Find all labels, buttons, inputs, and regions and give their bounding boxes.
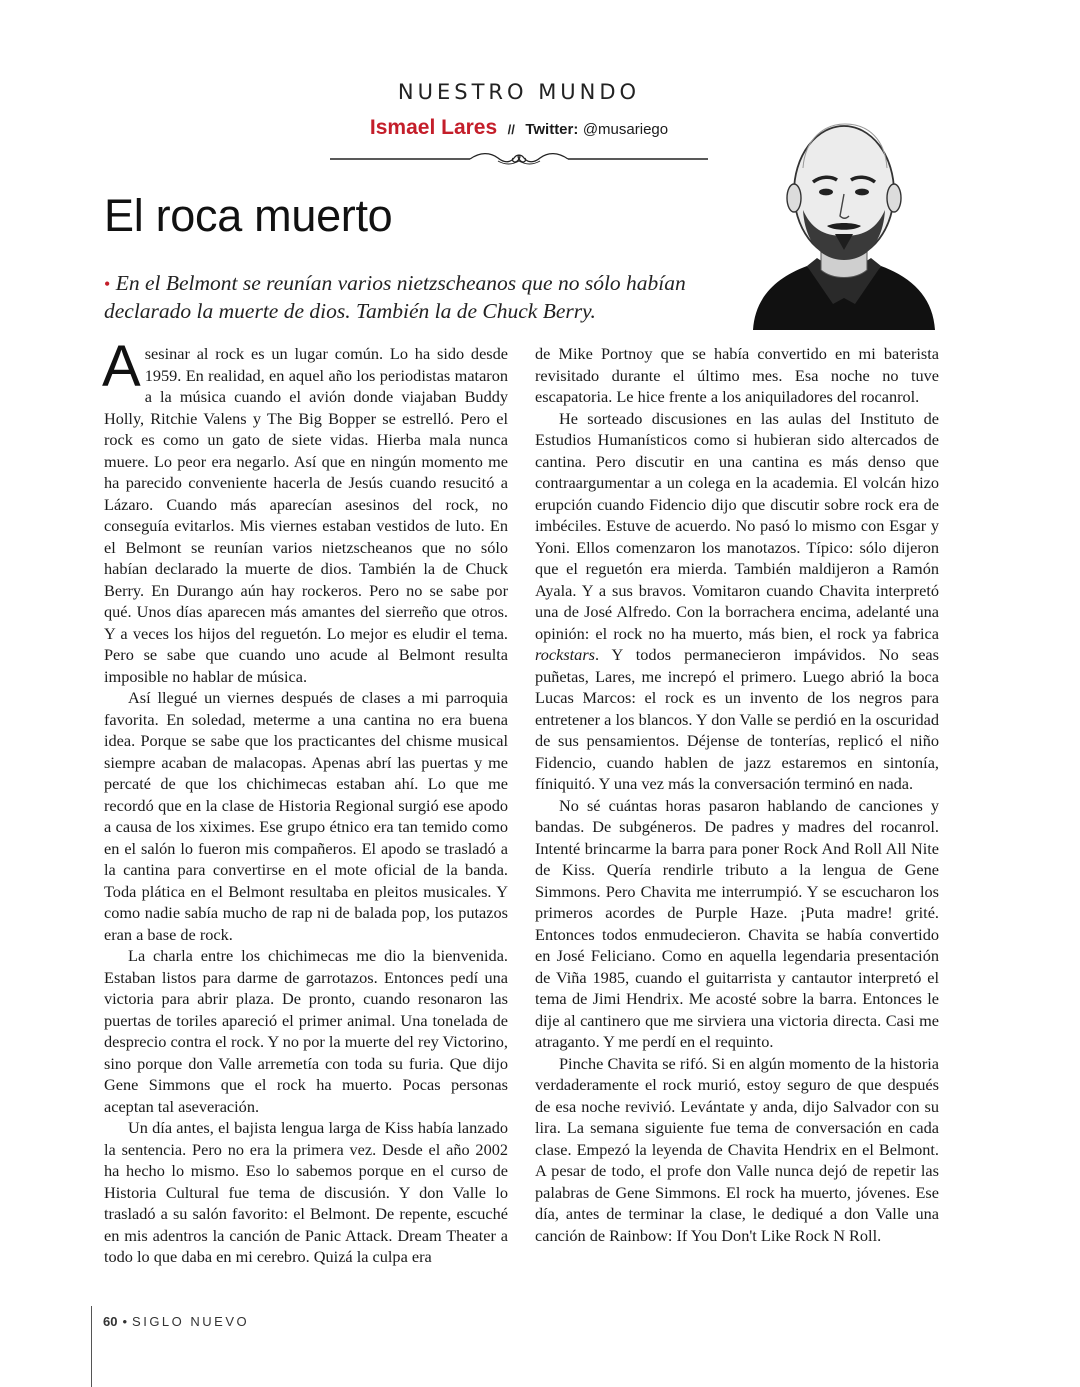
twitter-handle[interactable]: @musariego (582, 121, 669, 138)
paragraph: La charla entre los chichimecas me dio la bienvenida. Estaban listos para darme de garrotazos. Entonces pedí una victoria para abrir plaza. De pronto, cuando resonaron las puertas de toriles apareció el primer animal. Una tonelada de desprecio contra el rock. Y no por la muerte del rey Victorino, sino porque don Valle arremetía con toda su furia. Que dijo Gene Simmons que el rock ha muerto. Pocas personas aceptan tal aseveración. (104, 946, 508, 1116)
article-column-right (535, 343, 939, 1246)
article-column-left (102, 334, 508, 1268)
standfirst-text: En el Belmont se reunían varios nietzscheanos que no sólo habían declarado la muerte de dios. También la de Chuck Berry. (104, 271, 686, 323)
paragraph: Así llegué un viernes después de clases a mi parroquia favorita. En soledad, meterme a una cantina no era buena idea. Porque se sabe que los practicantes del chisme musical siempre acaban de malacopas. Apenas abrí las puertas y me percaté de que los chichimecas estaban ahí. Lo que me recordó que en la clase de Historia Regional surgió ese apodo a causa de los xiximes. Ese grupo étnico era tan temido como en el salón lo fueron mis compañeros. El apodo se trasladó a la cantina para convertirse en el mote oficial de la banda. Toda plática en el Belmont resultaba en pleitos musicales. Y como nadie sabía mucho de rap ni de balada pop, los putazos eran a base de rock. (104, 688, 508, 944)
byline (330, 116, 708, 140)
byline-separator: // (507, 122, 515, 137)
paragraph-text: sesinar al rock es un lugar común. Lo ha sido desde 1959. En realidad, en aquel año los periodistas mataron a la música cuando el avión donde viajaban Buddy Holly, Ritchie Valens y The Big Bopper se estrelló. Pero el rock es como un gato de siete vidas. Hierba mala nunca muere. Lo peor era negarlo. Así que en ningún momento me ha parecido conveniente hacerla de Jesús cuando resucitó a Lázaro. Cuando más aparecían asesinos del rock, no conseguía evitarlos. Mis viernes estaban vestidos de luto. En el Belmont se reunían varios nietzscheanos que no sólo habían declarado la muerte de dios. También la de Chuck Berry. En Durango aún hay rockeros. Pero no se sabe por qué. Unos días aparecen más amantes del sierreño que otros. Y a veces los hijos del reguetón. Lo mejor es eludir el tema. Pero se sabe que cuando uno acude al Belmont resulta imposible no hablar de música. (104, 344, 508, 686)
section-title: NUESTRO MUNDO (397, 80, 641, 104)
paragraph-text: . Y todos permanecieron impávidos. No seas puñetas, Lares, me increpó el primero. Luego abrió la boca Lucas Marcos: el rock es un invento de los negros para entretener a los blancos. Y don Valle se perdió en la oscuridad de sus pensamientos. Déjense de tonterías, replicó el niño Fidencio, cuando hablen de jazz estaremos en sintonía, fíniquitó. Y una vez más la conversación terminó en nada. (535, 645, 939, 793)
footer-rule (91, 1306, 92, 1387)
paragraph: No sé cuántas horas pasaron hablando de canciones y bandas. De subgéneros. De padres y madres del rocanrol. Intenté brincarme la barra para poner Rock And Roll All Nite de Kiss. Quería rendirle tributo a la lengua de Gene Simmons. Pero Chavita me interrumpió. Y se escucharon los primeros acordes de Purple Haze. ¡Puta madre! grité. Entonces todos enmudecieron. Chavita se había convertido en José Feliciano. Como en aquella legendaria presentación de Viña 1985, cuando el guitarrista y cantautor interpretó el tema de Jimi Hendrix. Me acosté sobre la barra. Entonces le dije al cantinero que me sirviera una victoria directa. Casi me atraganto. Y me perdí en el requinto. (535, 795, 939, 1051)
page-number: 60 (103, 1314, 118, 1329)
page-footer (103, 1314, 249, 1329)
paragraph: Pinche Chavita se rifó. Si en algún momento de la historia verdaderamente el rock murió, estoy seguro de que después de esa noche revivió. Levántate y anda, dijo Salvador con su lira. La semana siguiente fue tema de conversación en cada clase. Empezó la leyenda de Chavita Hendrix en el Belmont. A pesar de todo, el profe don Valle nunca dejó de repetir las palabras de Gene Simmons. El rock ha muerto, jóvenes. Ese día, antes de terminar la clase, le dediqué a don Valle una canción de Rainbow: If You Don't Like Rock N Roll. (535, 1053, 939, 1245)
publication-name: SIGLO NUEVO (132, 1314, 250, 1329)
italic-term: rockstars (535, 645, 595, 664)
paragraph: Un día antes, el bajista lengua larga de Kiss había lanzado la sentencia. Pero no era la primera vez. Desde el año 2002 ha hecho lo mismo. Eso lo sabemos porque en el curso de Historia Cultural fue tema de discusión. Y don Valle lo trasladó a su salón favorito: el Belmont. De repente, escuché en mis adentros la canción de Panic Attack. Dream Theater a todo lo que daba en mi cerebro. Quizá la culpa era (104, 1118, 508, 1266)
drop-cap: A (102, 334, 141, 399)
author-name: Ismael Lares (369, 116, 498, 139)
paragraph (102, 334, 508, 687)
paragraph (535, 408, 939, 795)
paragraph-text: He sorteado discusiones en las aulas del Instituto de Estudios Humanísticos como si hubieran sido altercados de cantina. Pero discutir en una cantina es más denso que contraargumentar a un colega en la academia. El volcán hizo erupción cuando Fidencio dijo que discutir sobre rock era de imbéciles. Estuve de acuerdo. No pasó lo mismo con Esgar y Yoni. Ellos comenzaron los manotazos. Típico: sólo dijeron que el reguetón era mierda. También maldijeron a Ramón Ayala. Y a sus bravos. Vomitaron cuando Chavita interpretó una de José Alfredo. Con la borrachera encima, adelanté una opinión: el rock no ha muerto, más bien, el rock ya fabrica (535, 408, 939, 643)
ornament-divider (330, 150, 708, 166)
standfirst-bullet: • (104, 274, 111, 294)
footer-dot: • (122, 1314, 128, 1329)
twitter-label: Twitter: (525, 121, 579, 138)
author-portrait-illustration (745, 98, 943, 330)
standfirst (104, 270, 744, 325)
article-title: El roca muerto (104, 190, 393, 241)
paragraph: de Mike Portnoy que se había convertido en mi baterista revisitado durante el último mes. Esa noche no tuve escapatoria. Le hice frente a los aniquiladores del rocanrol. (535, 344, 939, 406)
